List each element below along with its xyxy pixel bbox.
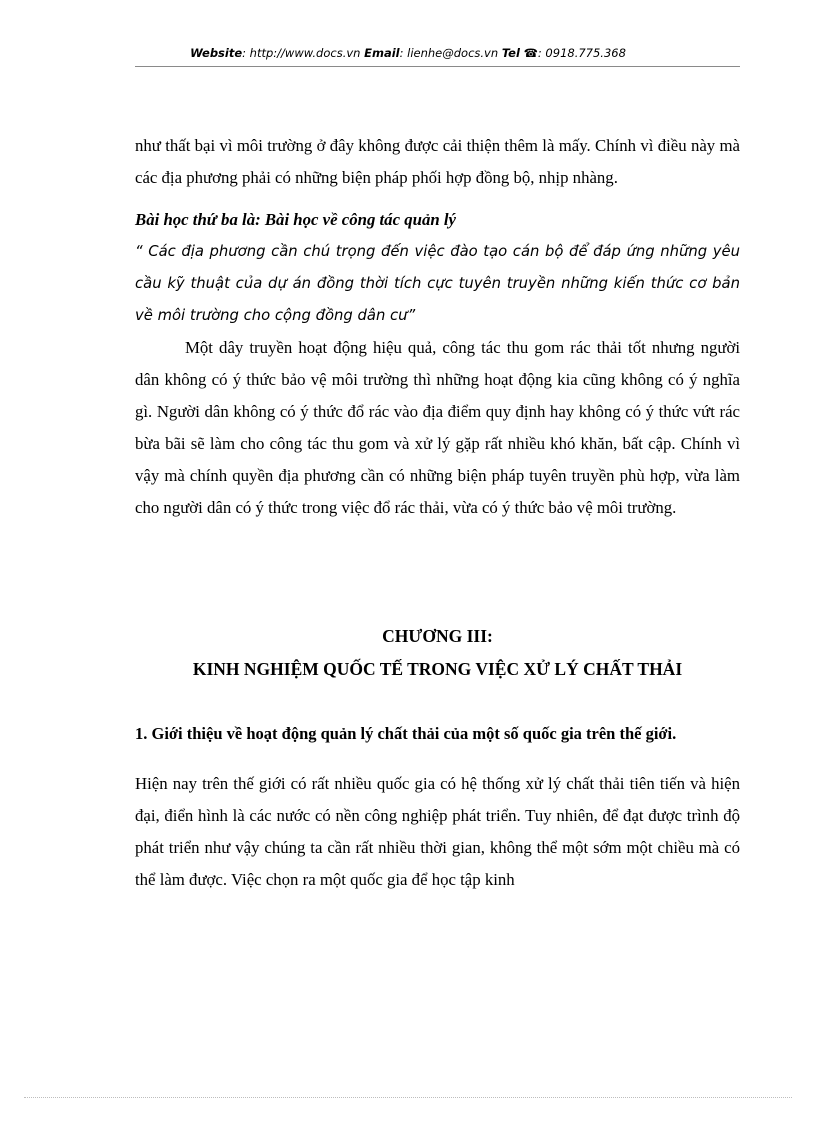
lesson-quote: “ Các địa phương cần chú trọng đến việc đào tạo cán bộ để đáp ứng những yêu cầu kỹ thuật của dự án đồng thời tích cực tuyên truyền những kiến thức cơ bản về môi trường cho cộng đồng dân cư” xyxy=(135,243,740,324)
tel-label: Tel xyxy=(501,46,520,60)
footer-divider xyxy=(24,1097,792,1098)
website-value: : http://www.docs.vn xyxy=(242,46,361,60)
email-value: : lienhe@docs.vn xyxy=(399,46,499,60)
section-heading: 1. Giới thiệu về hoạt động quản lý chất thải của một số quốc gia trên thế giới. xyxy=(135,724,677,743)
chapter-number: CHƯƠNG III: xyxy=(382,626,493,646)
phone-icon: ☎ xyxy=(523,46,538,60)
lesson-heading: Bài học thứ ba là: Bài học về công tác quản lý xyxy=(135,210,456,229)
page-header xyxy=(0,46,816,60)
chapter-title: KINH NGHIỆM QUỐC TẾ TRONG VIỆC XỬ LÝ CHẤT THẢI xyxy=(192,659,683,679)
header-divider xyxy=(135,66,740,67)
website-label: Website xyxy=(190,46,243,60)
document-body xyxy=(135,130,740,896)
section-paragraph: Hiện nay trên thế giới có rất nhiều quốc gia có hệ thống xử lý chất thải tiên tiến và hiện đại, điển hình là các nước có nền công nghiệp phát triển. Tuy nhiên, để đạt được trình độ phát triển như vậy chúng ta cần rất nhiều thời gian, không thể một sớm một chiều mà có thể làm được. Việc chọn ra một quốc gia để học tập kinh xyxy=(135,774,740,889)
email-label: Email xyxy=(364,46,400,60)
tel-value: : 0918.775.368 xyxy=(537,46,626,60)
lesson-paragraph: Một dây truyền hoạt động hiệu quả, công tác thu gom rác thải tốt nhưng người dân không có ý thức bảo vệ môi trường thì những hoạt động kia cũng không có ý nghĩa gì. Người dân không có ý thức đổ rác vào địa điểm quy định hay không có ý thức vứt rác bừa bãi sẽ làm cho công tác thu gom và xử lý gặp rất nhiều khó khăn, bất cập. Chính vì vậy mà chính quyền địa phương cần có những biện pháp tuyên truyền phù hợp, vừa làm cho người dân có ý thức trong việc đổ rác thải, vừa có ý thức bảo vệ môi trường. xyxy=(135,338,740,517)
intro-paragraph: như thất bại vì môi trường ở đây không được cải thiện thêm là mấy. Chính vì điều này mà các địa phương phải có những biện pháp phối hợp đồng bộ, nhịp nhàng. xyxy=(135,136,740,187)
chapter-heading xyxy=(135,620,740,686)
